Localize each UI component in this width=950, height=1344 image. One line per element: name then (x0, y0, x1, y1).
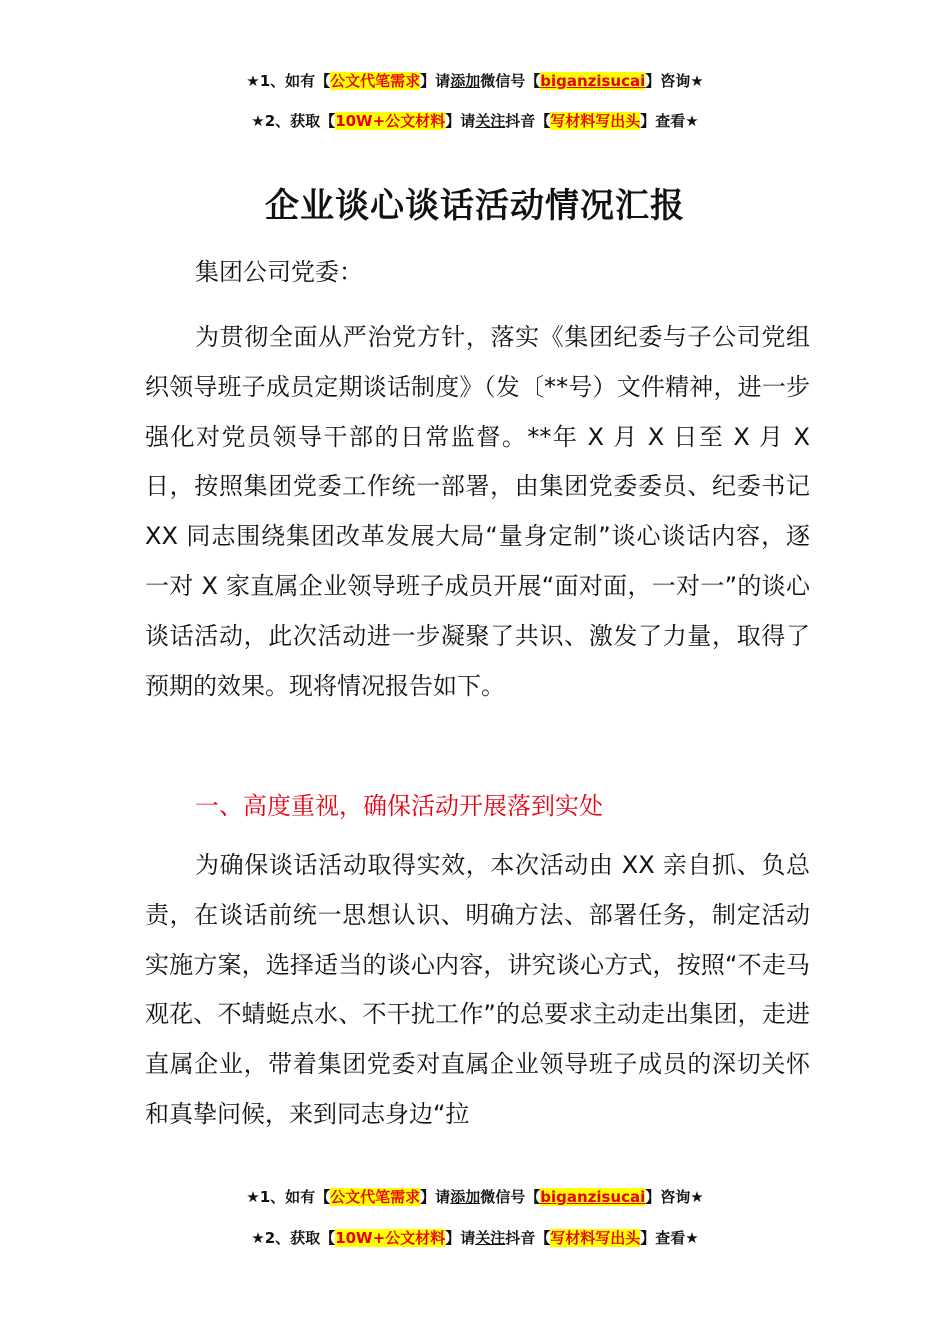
promo-text: 】请 (445, 1229, 476, 1247)
promo-text: 】请 (420, 1188, 451, 1206)
promo-text: 抖音【 (505, 112, 551, 130)
promo-prefix: ★1、如有【 (246, 72, 331, 90)
promo-text: 微信号【 (480, 72, 541, 90)
promo-suffix: 】查看★ (640, 1229, 699, 1247)
document-title: 企业谈心谈话活动情况汇报 (265, 186, 685, 226)
promo-line-1-top (0, 70, 950, 92)
promo-wechat-id: biganzisucai (540, 72, 646, 90)
paragraph-intro: 为贯彻全面从严治党方针，落实《集团纪委与子公司党组织领导班子成员定期谈话制度》（发〔**号）文件精神，进一步强化对党员领导干部的日常监督。**年 X 月 X 日至 X 月 X 日，按照集团党委工作统一部署，由集团党委委员、纪委书记 XX 同志围绕集团改革发展大局“量身定制”谈心谈话内容，逐一对 X 家直属企业领导班子成员开展“面对面，一对一”的谈心谈话活动，此次活动进一步凝聚了共识、激发了力量，取得了预期的效果。现将情况报告如下。 (145, 323, 810, 700)
promo-highlight-materials: 10W+公文材料 (335, 112, 446, 130)
promo-text: 抖音【 (505, 1229, 551, 1247)
salutation: 集团公司党委： (195, 258, 363, 286)
promo-highlight-service: 公文代笔需求 (330, 72, 421, 90)
promo-underlined-text: 添加 (450, 1188, 481, 1206)
paragraph-section-1: 为确保谈话活动取得实效，本次活动由 XX 亲自抓、负总责，在谈话前统一思想认识、明确方法、部署任务，制定活动实施方案，选择适当的谈心内容，讲究谈心方式，按照“不走马观花、不蜻蜓点水、不干扰工作”的总要求主动走出集团，走进直属企业，带着集团党委对直属企业领导班子成员的深切关怀和真挚问候，来到同志身边“拉 (145, 851, 810, 1128)
promo-text: 微信号【 (480, 1188, 541, 1206)
promo-line-1-bottom (0, 1186, 950, 1208)
promo-underlined-text: 添加 (450, 72, 481, 90)
promo-underlined-text: 关注 (475, 1229, 506, 1247)
promo-prefix: ★1、如有【 (246, 1188, 331, 1206)
promo-suffix: 】咨询★ (645, 1188, 704, 1206)
promo-douyin-account: 写材料写出头 (550, 1229, 641, 1247)
section-heading-1: 一、高度重视，确保活动开展落到实处 (195, 792, 603, 820)
promo-highlight-service: 公文代笔需求 (330, 1188, 421, 1206)
promo-wechat-id: biganzisucai (540, 1188, 646, 1206)
promo-underlined-text: 关注 (475, 112, 506, 130)
promo-text: 】请 (445, 112, 476, 130)
promo-highlight-materials: 10W+公文材料 (335, 1229, 446, 1247)
promo-text: 】请 (420, 72, 451, 90)
promo-line-2-bottom (0, 1227, 950, 1249)
promo-prefix: ★2、获取【 (251, 1229, 336, 1247)
promo-suffix: 】查看★ (640, 112, 699, 130)
promo-douyin-account: 写材料写出头 (550, 112, 641, 130)
promo-suffix: 】咨询★ (645, 72, 704, 90)
promo-prefix: ★2、获取【 (251, 112, 336, 130)
promo-line-2-top (0, 110, 950, 132)
